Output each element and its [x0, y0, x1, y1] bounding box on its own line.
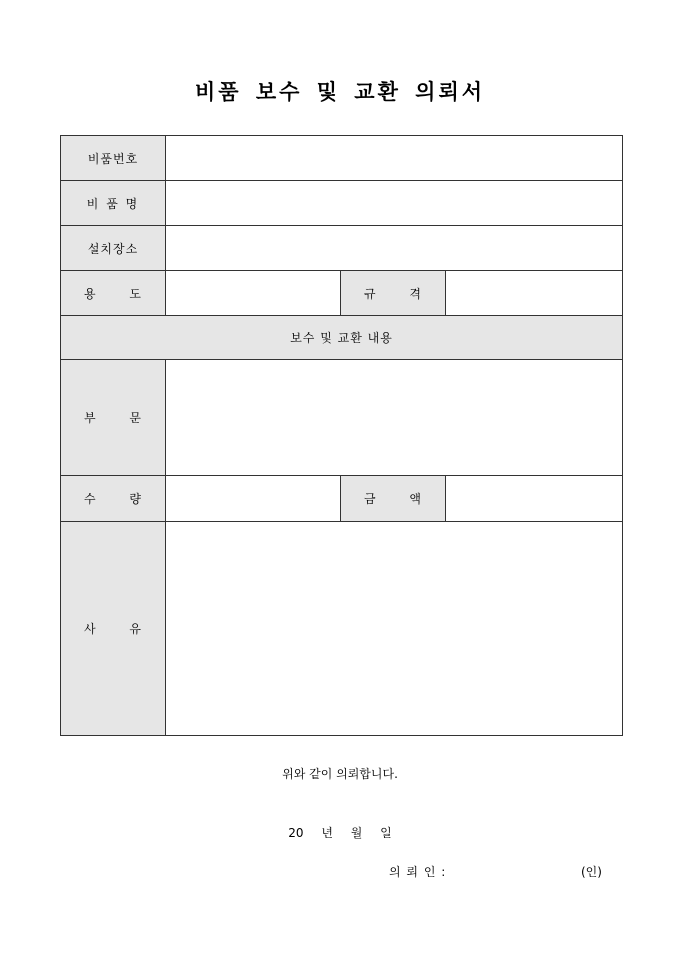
spec-field[interactable] [446, 271, 623, 316]
row-quantity-amount [61, 476, 623, 522]
location-label: 설치장소 [61, 226, 166, 271]
requester-label: 의 뢰 인 : [389, 865, 447, 879]
request-form-table [60, 135, 623, 736]
part-field[interactable] [166, 360, 623, 476]
row-section-header [61, 316, 623, 360]
seal-mark: (인) [581, 865, 602, 879]
row-item-name [61, 181, 623, 226]
reason-field[interactable] [166, 522, 623, 736]
date-line: 20 년 월 일 [288, 826, 392, 840]
item-name-field[interactable] [166, 181, 623, 226]
row-part [61, 360, 623, 476]
amount-label: 금 액 [341, 476, 446, 522]
section-header: 보수 및 교환 내용 [61, 316, 623, 360]
spec-label: 규 격 [341, 271, 446, 316]
row-location [61, 226, 623, 271]
request-statement: 위와 같이 의뢰합니다. [282, 767, 398, 781]
item-name-label: 비 품 명 [61, 181, 166, 226]
item-number-label: 비품번호 [61, 136, 166, 181]
usage-field[interactable] [166, 271, 341, 316]
quantity-field[interactable] [166, 476, 341, 522]
amount-field[interactable] [446, 476, 623, 522]
document-title: 비품 보수 및 교환 의뢰서 [194, 79, 486, 104]
part-label: 부 문 [61, 360, 166, 476]
quantity-label: 수 량 [61, 476, 166, 522]
item-number-field[interactable] [166, 136, 623, 181]
row-usage-spec [61, 271, 623, 316]
row-item-number [61, 136, 623, 181]
location-field[interactable] [166, 226, 623, 271]
row-reason [61, 522, 623, 736]
reason-label: 사 유 [61, 522, 166, 736]
usage-label: 용 도 [61, 271, 166, 316]
